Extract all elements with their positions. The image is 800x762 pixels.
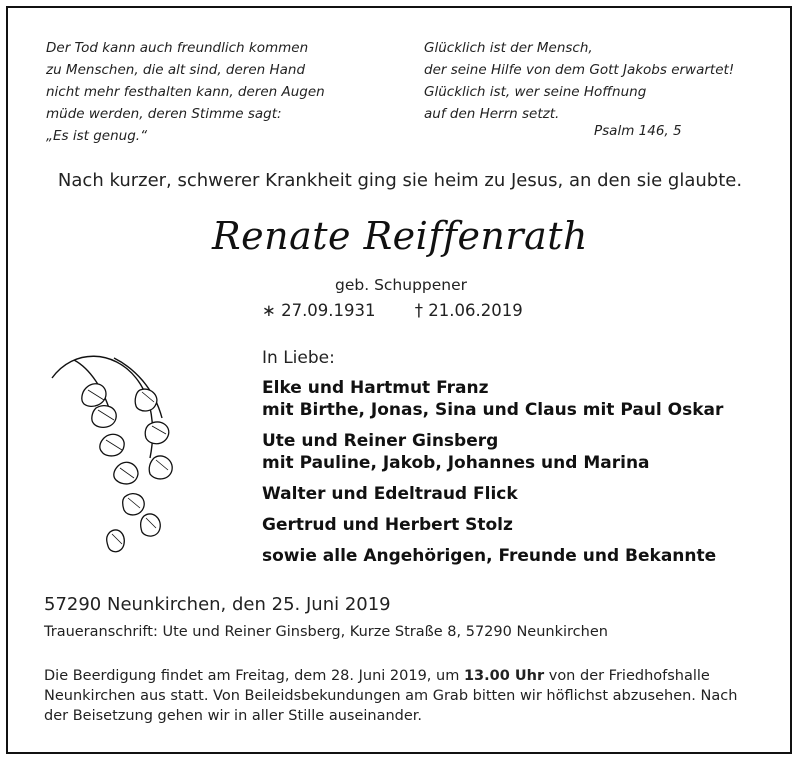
poem-line: Glücklich ist der Mensch, bbox=[424, 40, 593, 56]
family-line: Ute und Reiner Ginsberg bbox=[262, 431, 499, 451]
death-date: † 21.06.2019 bbox=[414, 301, 523, 320]
poem-line: Der Tod kann auch freundlich kommen bbox=[46, 40, 309, 56]
family-line: sowie alle Angehörigen, Freunde und Bekannte bbox=[262, 546, 717, 566]
in-love-label: In Liebe: bbox=[262, 348, 335, 368]
poem-line: nicht mehr festhalten kann, deren Augen bbox=[46, 84, 325, 100]
family-group bbox=[262, 514, 723, 536]
funeral-notice bbox=[44, 666, 764, 726]
birth-date: ∗ 27.09.1931 bbox=[262, 301, 376, 320]
birch-branch-leaves-illustration bbox=[44, 338, 194, 574]
poem-right bbox=[424, 37, 734, 125]
psalm-reference: Psalm 146, 5 bbox=[594, 123, 682, 139]
deceased-name: Renate Reiffenrath bbox=[212, 214, 588, 258]
poem-line: Glücklich ist, wer seine Hoffnung bbox=[424, 84, 647, 100]
family-line: Walter und Edeltraud Flick bbox=[262, 484, 518, 504]
funeral-text: Die Beerdigung findet am Freitag, dem 28. Juni 2019, um bbox=[44, 668, 464, 684]
mourning-address: Traueranschrift: Ute und Reiner Ginsberg, Kurze Straße 8, 57290 Neunkirchen bbox=[44, 624, 608, 640]
family-line: Gertrud und Herbert Stolz bbox=[262, 515, 513, 535]
place-date: 57290 Neunkirchen, den 25. Juni 2019 bbox=[44, 594, 391, 615]
family-line: mit Birthe, Jonas, Sina und Claus mit Paul Oskar bbox=[262, 400, 724, 420]
poem-line: auf den Herrn setzt. bbox=[424, 106, 560, 122]
funeral-time: 13.00 Uhr bbox=[463, 668, 545, 684]
poem-line: zu Menschen, die alt sind, deren Hand bbox=[46, 62, 306, 78]
family-list bbox=[262, 377, 723, 576]
maiden-name: geb. Schuppener bbox=[335, 276, 468, 294]
family-group bbox=[262, 545, 723, 567]
poem-line: „Es ist genug.“ bbox=[46, 128, 148, 144]
life-dates bbox=[262, 301, 523, 320]
family-group bbox=[262, 377, 723, 421]
family-group bbox=[262, 430, 723, 474]
poem-left bbox=[46, 37, 325, 147]
family-group bbox=[262, 483, 723, 505]
intro-text: Nach kurzer, schwerer Krankheit ging sie heim zu Jesus, an den sie glaubte. bbox=[57, 170, 743, 191]
funeral-text: von der Friedhofshalle Neunkirchen aus statt. Von Beileidsbekundungen am Grab bitten wir höflichst abzusehen. Nach der Beisetzung gehen wir in aller Stille auseinander. bbox=[44, 668, 738, 724]
family-line: mit Pauline, Jakob, Johannes und Marina bbox=[262, 453, 650, 473]
poem-line: der seine Hilfe von dem Gott Jakobs erwartet! bbox=[424, 62, 735, 78]
poem-line: müde werden, deren Stimme sagt: bbox=[46, 106, 282, 122]
family-line: Elke und Hartmut Franz bbox=[262, 378, 489, 398]
